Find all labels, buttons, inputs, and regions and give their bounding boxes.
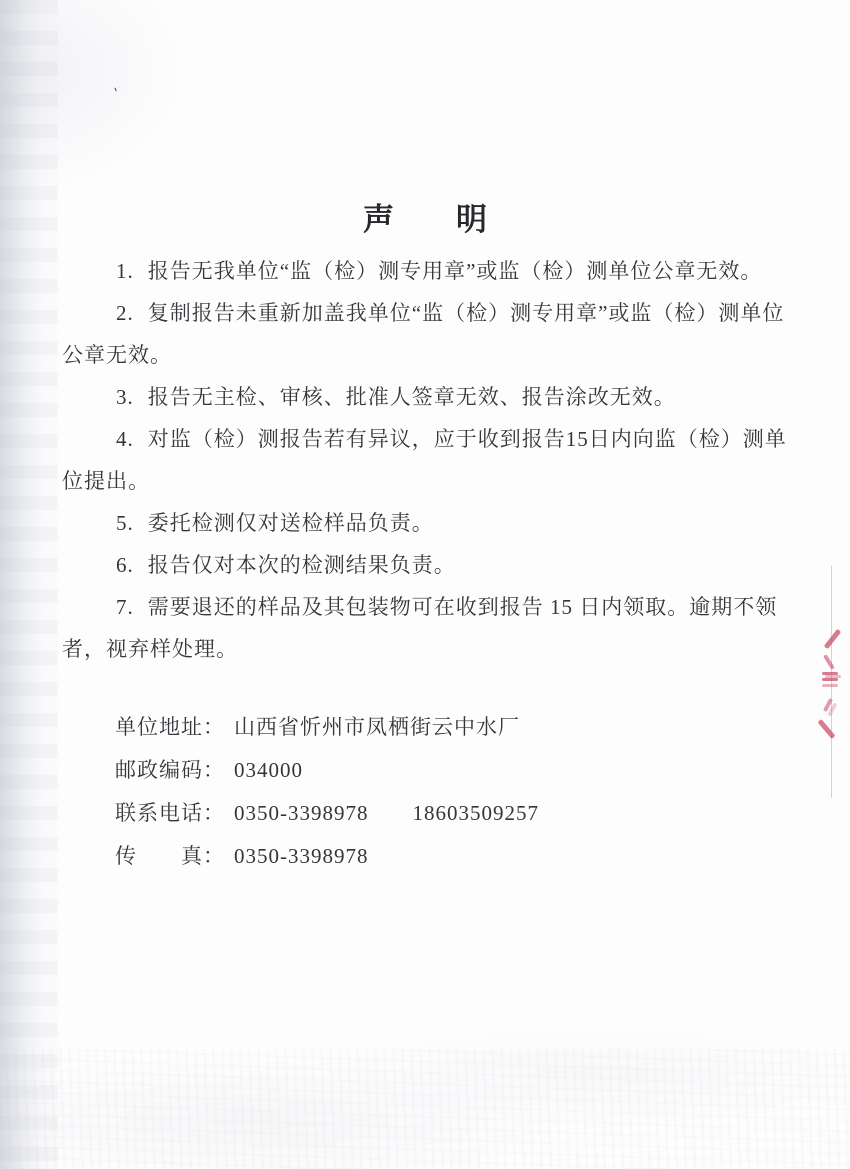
item-number: 3. bbox=[116, 385, 134, 409]
contact-row bbox=[115, 835, 715, 878]
statement-item bbox=[62, 376, 788, 418]
item-number: 5. bbox=[116, 511, 134, 535]
item-text: 委托检测仅对送检样品负责。 bbox=[147, 511, 434, 535]
contact-label: 单位地址： bbox=[115, 715, 225, 739]
red-seal-fragment bbox=[814, 624, 850, 746]
item-number: 4. bbox=[116, 427, 134, 451]
contact-value: 山西省忻州市凤栖街云中水厂 bbox=[234, 715, 520, 739]
contact-row bbox=[115, 792, 715, 835]
item-text: 需要退还的样品及其包装物可在收到报告 15 日内领取。逾期不领者，视弃样处理。 bbox=[62, 595, 778, 661]
seal-stroke bbox=[823, 698, 833, 712]
item-text: 报告无我单位“监（检）测专用章”或监（检）测单位公章无效。 bbox=[147, 259, 763, 283]
statement-item bbox=[62, 292, 788, 376]
contact-label: 联系电话： bbox=[115, 801, 225, 825]
contact-label: 邮政编码： bbox=[115, 758, 225, 782]
item-text: 报告无主检、审核、批准人签章无效、报告涂改无效。 bbox=[147, 385, 676, 409]
statement-item bbox=[62, 418, 788, 502]
item-number: 1. bbox=[116, 259, 134, 283]
scan-edge-shadow bbox=[0, 0, 58, 1169]
pen-mark: ` bbox=[107, 85, 122, 105]
contact-value: 0350-3398978 bbox=[234, 844, 369, 868]
item-number: 6. bbox=[116, 553, 134, 577]
contact-value: 034000 bbox=[234, 758, 303, 782]
item-text: 报告仅对本次的检测结果负责。 bbox=[147, 553, 456, 577]
contact-value: 0350-3398978 18603509257 bbox=[234, 801, 539, 825]
contact-row bbox=[115, 706, 715, 749]
statement-item bbox=[62, 250, 788, 292]
seal-stroke bbox=[822, 672, 838, 675]
statement-item bbox=[62, 544, 788, 586]
contact-row bbox=[115, 749, 715, 792]
contact-block bbox=[115, 706, 715, 878]
statement-body bbox=[62, 250, 788, 670]
page-title: 声 明 bbox=[363, 202, 487, 237]
seal-stroke bbox=[818, 719, 836, 739]
statement-item bbox=[62, 586, 788, 670]
item-text: 对监（检）测报告若有异议，应于收到报告15日内向监（检）测单位提出。 bbox=[62, 427, 787, 493]
contact-label: 传 真： bbox=[115, 844, 225, 868]
item-text: 复制报告未重新加盖我单位“监（检）测专用章”或监（检）测单位公章无效。 bbox=[62, 301, 785, 367]
seal-stroke bbox=[824, 629, 841, 649]
item-number: 2. bbox=[116, 301, 134, 325]
statement-item bbox=[62, 502, 788, 544]
scan-noise bbox=[0, 1049, 850, 1169]
seal-stroke bbox=[823, 654, 835, 670]
item-number: 7. bbox=[116, 595, 134, 619]
